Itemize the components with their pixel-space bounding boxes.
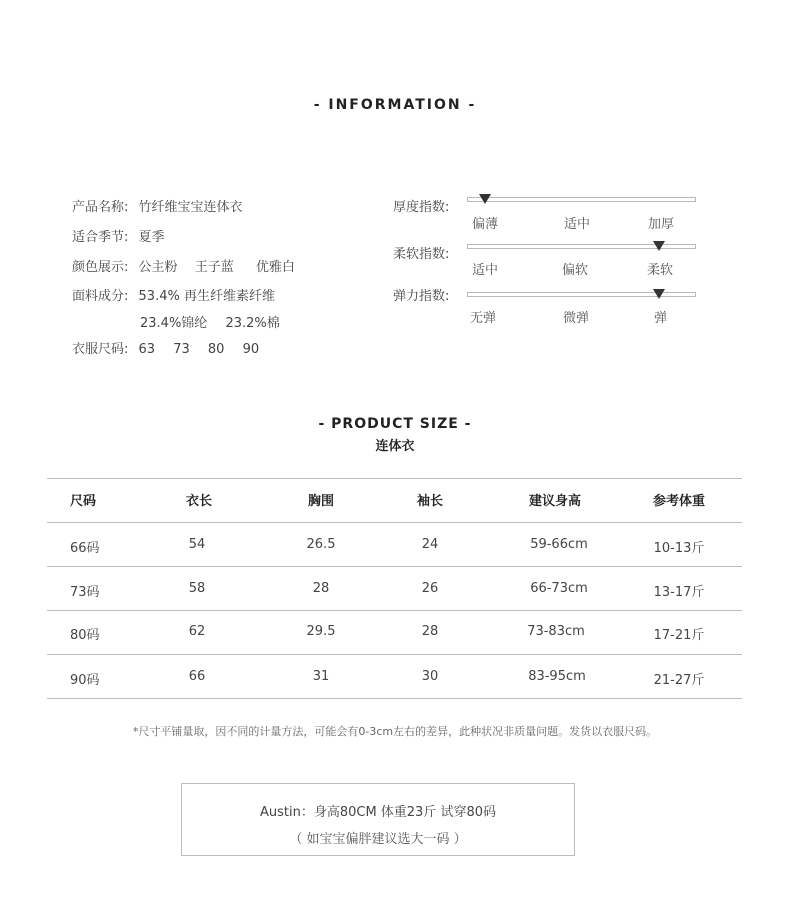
fabric-row	[72, 285, 275, 304]
product-name-row	[72, 196, 243, 215]
elasticity-index-marker	[653, 289, 665, 299]
information-title: - INFORMATION -	[313, 97, 477, 113]
softness-tick-3: 柔软	[647, 263, 674, 278]
header-height: 建议身高	[528, 494, 581, 509]
table-cell: 66码	[70, 541, 100, 556]
model-info-line1: Austin：身高80CM 体重23斤 试穿80码	[259, 805, 497, 820]
season-row	[72, 226, 165, 245]
table-cell: 73-83cm	[527, 624, 585, 639]
table-cell: 24	[421, 537, 439, 552]
table-cell: 83-95cm	[528, 669, 586, 684]
table-cell: 29.5	[306, 624, 336, 639]
softness-tick-1: 适中	[472, 263, 499, 278]
measurement-note: *尺寸平铺量取，因不同的计量方法，可能会有0-3cm左右的差异，此种状况非质量问题。发货以衣服尺码。	[132, 725, 658, 738]
table-cell: 28	[312, 581, 330, 596]
table-cell: 31	[312, 669, 330, 684]
elasticity-tick-3: 弹	[654, 311, 668, 326]
color-label: 颜色展示:	[72, 260, 129, 275]
thickness-tick-1: 偏薄	[472, 217, 499, 232]
table-divider	[47, 566, 742, 567]
product-size-title: - PRODUCT SIZE -	[318, 416, 472, 432]
product-name-label: 产品名称:	[72, 200, 129, 215]
table-cell: 59-66cm	[530, 537, 588, 552]
fabric-value-nylon: 23.4%锦纶	[140, 316, 208, 331]
fabric-row-2	[140, 312, 280, 331]
header-size: 尺码	[70, 494, 97, 509]
size-80: 80	[207, 342, 225, 357]
table-divider	[47, 654, 742, 655]
fabric-value-line1: 53.4% 再生纤维素纤维	[138, 289, 275, 304]
header-sleeve: 袖长	[416, 494, 443, 509]
table-cell: 26.5	[306, 537, 336, 552]
color-row	[72, 256, 295, 275]
size-label: 衣服尺码:	[72, 342, 129, 357]
table-cell: 28	[421, 624, 439, 639]
table-cell: 54	[188, 537, 206, 552]
color-value-white: 优雅白	[255, 260, 295, 275]
product-name-value: 竹纤维宝宝连体衣	[138, 200, 243, 215]
elasticity-index-label: 弹力指数:	[393, 289, 450, 304]
elasticity-tick-2: 微弹	[563, 311, 590, 326]
table-bottom-border	[47, 698, 742, 699]
color-value-pink: 公主粉	[138, 260, 178, 275]
softness-index-label: 柔软指数:	[393, 247, 450, 262]
table-cell: 62	[188, 624, 206, 639]
size-63: 63	[138, 342, 156, 357]
table-cell: 13-17斤	[653, 585, 705, 600]
table-cell: 66	[188, 669, 206, 684]
header-chest: 胸围	[307, 494, 334, 509]
table-cell: 21-27斤	[653, 673, 705, 688]
table-divider	[47, 610, 742, 611]
table-cell: 30	[421, 669, 439, 684]
thickness-index-marker	[479, 194, 491, 204]
fabric-label: 面料成分:	[72, 289, 129, 304]
table-cell: 17-21斤	[653, 628, 705, 643]
table-cell: 66-73cm	[530, 581, 588, 596]
thickness-tick-3: 加厚	[648, 217, 675, 232]
table-cell: 73码	[70, 585, 100, 600]
size-73: 73	[173, 342, 190, 357]
softness-tick-2: 偏软	[562, 263, 589, 278]
header-length: 衣长	[185, 494, 212, 509]
product-size-subtitle: 连体衣	[375, 439, 415, 454]
elasticity-tick-1: 无弹	[470, 311, 497, 326]
season-label: 适合季节:	[72, 230, 129, 245]
table-cell: 26	[421, 581, 439, 596]
size-90: 90	[242, 342, 260, 357]
color-value-blue: 王子蓝	[194, 260, 234, 275]
fabric-value-cotton: 23.2%棉	[225, 316, 280, 331]
table-cell: 58	[188, 581, 206, 596]
table-cell: 90码	[70, 673, 100, 688]
header-weight: 参考体重	[652, 494, 705, 509]
thickness-index-label: 厚度指数:	[393, 200, 450, 215]
table-cell: 10-13斤	[653, 541, 705, 556]
model-info-line2: （ 如宝宝偏胖建议选大一码 ）	[289, 832, 467, 847]
thickness-tick-2: 适中	[564, 217, 591, 232]
season-value: 夏季	[138, 230, 165, 245]
size-row	[72, 338, 259, 357]
table-cell: 80码	[70, 628, 100, 643]
table-top-border	[47, 478, 742, 479]
table-divider	[47, 522, 742, 523]
thickness-index-track	[467, 197, 696, 202]
softness-index-marker	[653, 241, 665, 251]
